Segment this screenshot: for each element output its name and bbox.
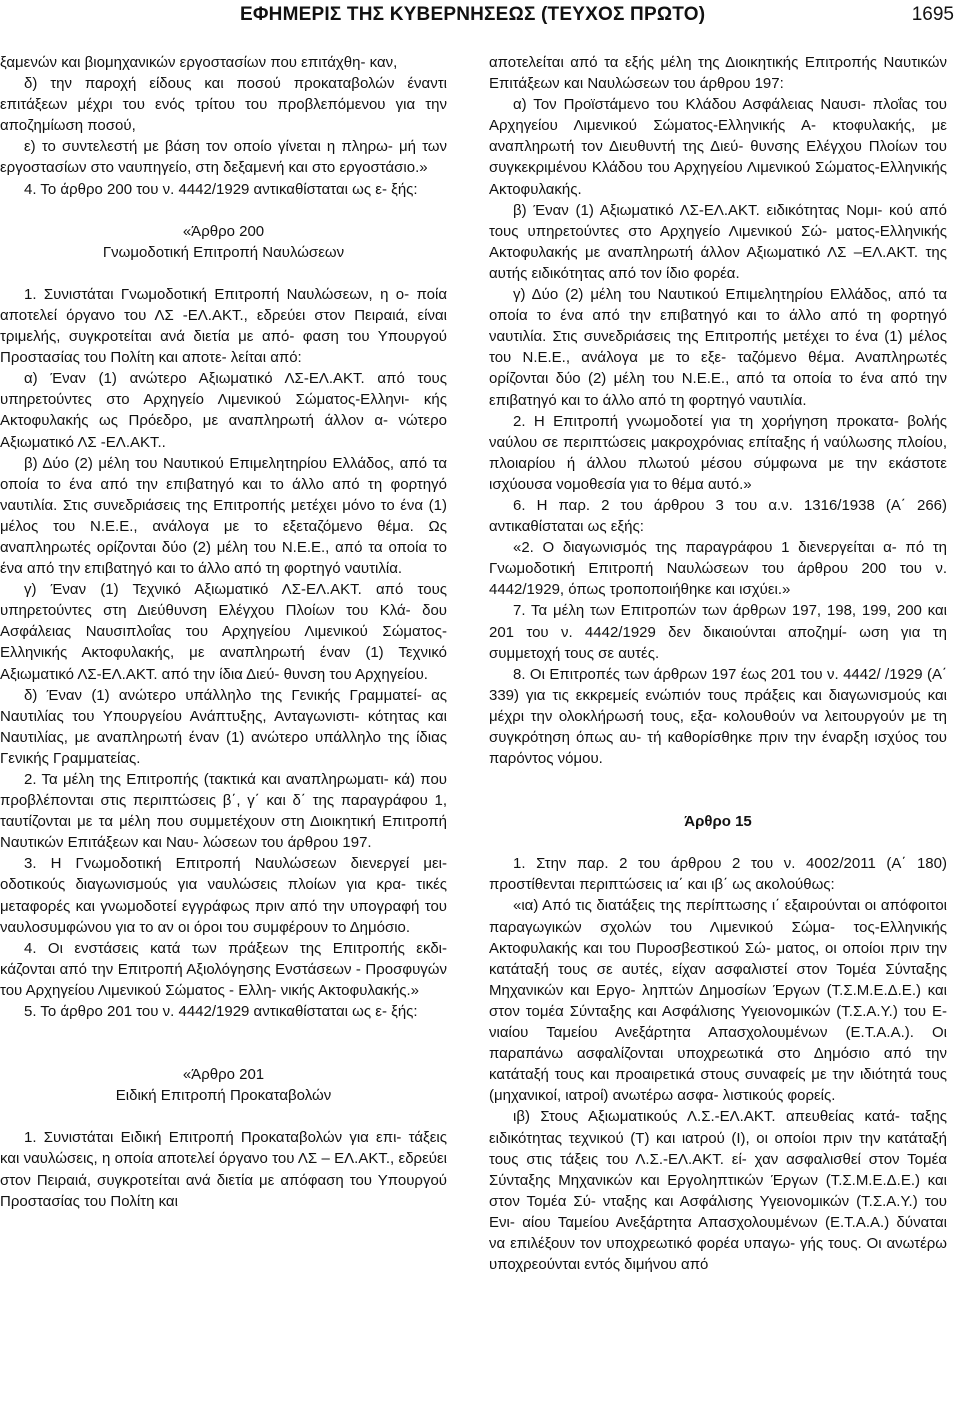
paragraph: 5. Το άρθρο 201 του ν. 4442/1929 αντικαθίσταται ως ε- ξής: (24, 1003, 418, 1021)
article-subheading: Γνωμοδοτική Επιτροπή Ναυλώσεων (102, 243, 345, 261)
article-heading: «Άρθρο 201 (182, 1066, 265, 1084)
gazette-title: ΕΦΗΜΕΡΙΣ ΤΗΣ ΚΥΒΕΡΝΗΣΕΩΣ (ΤΕΥΧΟΣ ΠΡΩΤΟ) (240, 4, 706, 25)
left-column (0, 52, 447, 1422)
paragraph: «ια) Από τις διατάξεις της περίπτωσης ι΄ εξαιρούνται οι απόφοιτοι παραγωγικών σχολών του Λιμενικού Σώμα- τος-Ελληνικής Ακτοφυλακής και του Πυροσβεστικού Σώ- ματος, οι οποίοι πριν την κατάταξή τους σε αυτές, είχαν ασφαλιστεί στον Τομέα Σύνταξης Μηχανικών και Εργο- ληπτών Δημοσίων Έργων (Τ.Σ.Μ.Ε.Δ.Ε.) και στον τομέα Σύνταξης και Ασφάλισης Υγειονομικών (Τ.Σ.Α.Υ.) του Ε- νιαίου Ταμείου Ανεξάρτητα Απασχολουμένων (Ε.Τ.Α.Α.). Οι παραπάνω ασφαλίζονται υποχρεωτικά στο Δημόσιο από την κατάταξή τους και προαιρετικά στους συναφείς με την ιδιότητά τους (μηχανικοί, ιατροί) ανωτέρω ασφα- λιστικούς φορείς. (489, 897, 947, 1105)
paragraph: α) Έναν (1) ανώτερο Αξιωματικό ΛΣ-ΕΛ.ΑΚΤ. από τους υπηρετούντες στο Αρχηγείο Λιμενικού Σώματος-Ελληνι- κής Ακτοφυλακής ως Πρόεδρο, με αναπληρωτή άλλον α- νώτερο Αξιωματικό ΛΣ -ΕΛ.ΑΚΤ.. (0, 370, 447, 451)
paragraph: ε) το συντελεστή με βάση τον οποίο γίνεται η πληρω- μή των εργοστασίων στο ναυπηγείο, στη δεξαμενή και στο εργοστάσιο.» (0, 138, 447, 177)
paragraph: δ) Έναν (1) ανώτερο υπάλληλο της Γενικής Γραμματεί- ας Ναυτιλίας του Υπουργείου Ανάπτυξης, Ανταγωνιστι- κότητας και Ναυτιλίας, με αναπληρωτή έναν (1) ανώτερο υπάλληλο της ίδιας Γενικής Γραμματείας. (0, 686, 447, 767)
paragraph: ιβ) Στους Αξιωματικούς Λ.Σ.-ΕΛ.ΑΚΤ. απευθείας κατά- ταξης ειδικότητας τεχνικού (Τ) και ιατρού (Ι), οι οποίοι πριν την κατάταξή τους στις τάξεις του Λ.Σ.-ΕΛ.ΑΚΤ. εί- χαν ασφαλισθεί στον Τομέα Σύνταξης Μηχανικών και Εργοληπτικών Έργων (Τ.Σ.Μ.Ε.Δ.Ε.) και στον Τομέα Σύ- νταξης και Ασφάλισης Υγειονομικών (Τ.Σ.Α.Υ.) του Ενι- αίου Ταμείου Ανεξάρτητα Απασχολουμένων (Ε.Τ.Α.Α.) δύναται να επιλέξουν τον υποχρεωτικό φορέα υπαγω- γής τους. Οι ανωτέρω υποχρεούνται εντός διμήνου από (489, 1108, 947, 1274)
paragraph: γ) Έναν (1) Τεχνικό Αξιωματικό ΛΣ-ΕΛ.ΑΚΤ. από τους υπηρετούντες στη Διεύθυνση Ελέγχου Πλοίων του Κλά- δου Ασφάλειας Ναυσιπλοΐας του Αρχηγείου Λιμενικού Σώματος-Ελληνικής Ακτοφυλακής, με αναπληρωτή έναν (1) Τεχνικό Αξιωματικό ΛΣ-ΕΛ.ΑΚΤ. από την ίδια Διεύ- θυνση του Αρχηγείου. (0, 581, 447, 683)
article-heading: Άρθρο 15 (684, 813, 752, 831)
paragraph: 1. Συνιστάται Ειδική Επιτροπή Προκαταβολών για επι- τάξεις και ναυλώσεις, η οποία αποτελεί όργανο του ΛΣ – ΕΛ.ΑΚΤ., εδρεύει στον Πειραιά, συγκροτείται ανά διετία με απόφαση του Υπουργού Προστασίας του Πολίτη και (0, 1129, 447, 1210)
paragraph: β) Δύο (2) μέλη του Ναυτικού Επιμελητηρίου Ελλάδος, από τα οποία το ένα από την επιβατηγό και το άλλο από τη φορτηγό ναυτιλία. Στις συνεδριάσεις της Επιτροπής μετέχει μόνο το ένα (1) μέλος του Ν.Ε.Ε., ανάλογα με το εξεταζόμενο θέμα. Ως αναπληρωτές ορίζονται δύο (2) μέλη του Ν.Ε.Ε., από τα οποία το ένα από την επιβατηγό και το άλλο από τη φορτηγό ναυτιλία. (0, 454, 447, 578)
paragraph: ξαμενών και βιομηχανικών εργοστασίων που επιτάχθη- καν, (0, 54, 398, 71)
paragraph: 7. Τα μέλη των Επιτροπών των άρθρων 197, 198, 199, 200 και 201 του ν. 4442/1929 δεν δικαιούνται αποζημί- ωση για τη συμμετοχή τους σε αυτές. (489, 602, 947, 662)
paragraph: 4. Οι ενστάσεις κατά των πράξεων της Επιτροπής εκδι- κάζονται από την Επιτροπή Αξιολόγησης Ενστάσεων - Προσφυγών του Αρχηγείου Λιμενικού Σώματος - Ελλη- νικής Ακτοφυλακής.» (0, 939, 447, 999)
paragraph: δ) την παροχή είδους και ποσού προκαταβολών έναντι επιτάξεων μέχρι του ενός τρίτου του προβλεπόμενου για την αποζημίωση ποσού, (0, 75, 447, 135)
paragraph: 1. Συνιστάται Γνωμοδοτική Επιτροπή Ναυλώσεων, η ο- ποία αποτελεί όργανο του ΛΣ -ΕΛ.ΑΚΤ., εδρεύει στον Πειραιά, είναι τριμελής, συγκροτείται ανά διετία με από- φαση του Υπουργού Προστασίας του Πολίτη και αποτε- λείται από: (0, 285, 447, 367)
paragraph: 6. Η παρ. 2 του άρθρου 3 του α.ν. 1316/1938 (Α΄ 266) αντικαθίσταται ως εξής: (489, 496, 947, 536)
paragraph: 2. Τα μέλη της Επιτροπής (τακτικά και αναπληρωματι- κά) που προβλέπονται στις περιπτώσεις β΄, γ΄ και δ΄ της παραγράφου 1, ταυτίζονται με τα μέλη που συμμετέχουν στη Διοικητική Επιτροπή Ναυτικών Επιτάξεων και Ναυ- λώσεων του άρθρου 197. (0, 771, 447, 852)
article-subheading: Ειδική Επιτροπή Προκαταβολών (115, 1087, 332, 1105)
paragraph: «2. Ο διαγωνισμός της παραγράφου 1 διενεργείται α- πό τη Γνωμοδοτική Επιτροπή Ναυλώσεων του άρθρου 200 του ν. 4442/1929, όπως τροποποιήθηκε και ισχύει.» (489, 539, 947, 599)
paragraph: 8. Οι Επιτροπές των άρθρων 197 έως 201 του ν. 4442/ /1929 (Α΄ 339) για τις εκκρεμείς ενώπιόν τους πράξεις και διαγωνισμούς και μέχρι την ολοκλήρωσή τους, εξα- κολουθούν να λειτουργούν με τη συγκρότηση όπως αυ- τή καθορίσθηκε πριν την έναρξη ισχύος του παρόντος νόμου. (489, 665, 947, 768)
page-header (0, 0, 960, 30)
page-number: 1695 (911, 4, 954, 25)
paragraph: 4. Το άρθρο 200 του ν. 4442/1929 αντικαθίσταται ως ε- ξής: (24, 180, 418, 198)
paragraph: αποτελείται από τα εξής μέλη της Διοικητικής Επιτροπής Ναυτικών Επιτάξεων και Ναυλώσεων του άρθρου 197: (489, 54, 947, 93)
paragraph: 3. Η Γνωμοδοτική Επιτροπή Ναυλώσεων διενεργεί μει- οδοτικούς διαγωνισμούς για ναυλώσεις πλοίων για κρα- τικές μεταφορές και γνωμοδοτεί εγγράφως πριν από την υπογραφή του ναυλοσυμφώνου για το αν οι όροι του συμφέρουν το Δημόσιο. (0, 855, 447, 936)
article-heading: «Άρθρο 200 (182, 222, 265, 240)
paragraph: β) Έναν (1) Αξιωματικό ΛΣ-ΕΛ.ΑΚΤ. ειδικότητας Νομι- κού από τους υπηρετούντες στο Αρχηγείο Λιμενικού Σώ- ματος-Ελληνικής Ακτοφυλακής με αναπληρωτή άλλον Αξιωματικό ΛΣ –ΕΛ.ΑΚΤ. της αυτής ειδικότητας από τον ίδιο φορέα. (489, 201, 947, 282)
right-column (489, 52, 947, 1422)
paragraph: 1. Στην παρ. 2 του άρθρου 2 του ν. 4002/2011 (Α΄ 180) προστίθενται περιπτώσεις ια΄ και ιβ΄ ως ακολούθως: (489, 855, 947, 894)
paragraph: γ) Δύο (2) μέλη του Ναυτικού Επιμελητηρίου Ελλάδος, από τα οποία το ένα από την επιβατηγό και το άλλο από τη φορτηγό ναυτιλία. Στις συνεδριάσεις της Επιτροπής μετέχει το ένα (1) μέλος του Ν.Ε.Ε., ανάλογα με το εξε- ταζόμενο θέμα. Αναπληρωτές ορίζονται δύο (2) μέλη του Ν.Ε.Ε., από τα οποία το ένα από την επιβατηγό και το άλλο από τη φορτηγό ναυτιλία. (489, 286, 947, 409)
paragraph: 2. Η Επιτροπή γνωμοδοτεί για τη χορήγηση προκατα- βολής ναύλου σε περιπτώσεις μακροχρόνιας επίταξης ή ναύλωσης πλοίου, πλοιαρίου ή άλλου πλωτού μέσου σύμφωνα με την εκάστοτε ισχύουσα νομοθεσία για το θέμα αυτό.» (489, 412, 947, 493)
paragraph: α) Τον Προϊστάμενο του Κλάδου Ασφάλειας Ναυσι- πλοΐας του Αρχηγείου Λιμενικού Σώματος-Ελληνικής Α- κτοφυλακής, με αναπληρωτή τον Διευθυντή της Διεύ- θυνσης Ελέγχου Πλοίων του συγκεκριμένου Κλάδου του Αρχηγείου Λιμενικού Σώματος-Ελληνικής Ακτοφυλακής. (489, 96, 947, 198)
